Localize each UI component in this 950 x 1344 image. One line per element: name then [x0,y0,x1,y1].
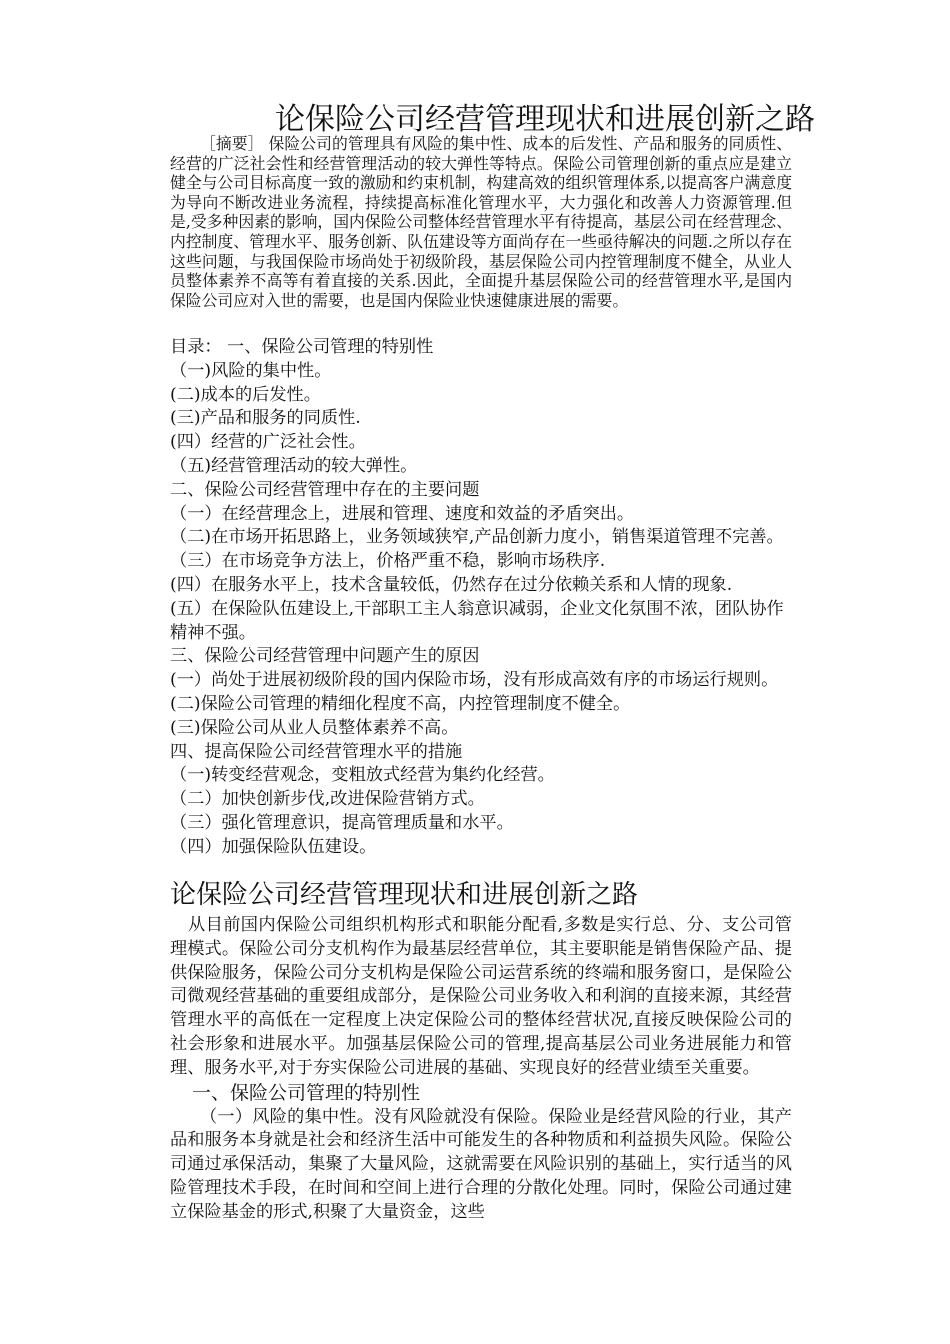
toc-item: （一）在经营理念上，进展和管理、速度和效益的矛盾突出。 [170,503,635,524]
toc-item: (五）在保险队伍建设上,干部职工主人翁意识减弱，企业文化氛围不浓，团队协作精神不强。 [170,598,784,643]
toc-item: （二)在市场开拓思路上，业务领域狭窄,产品创新力度小，销售渠道管理不完善。 [170,527,784,548]
toc-item: (二)成本的后发性。 [170,384,321,405]
toc-item: 四、提高保险公司经营管理水平的措施 [170,741,463,762]
body-text [170,914,792,1225]
toc-item: (四）在服务水平上，技术含量较低，仍然存在过分依赖关系和人情的现象. [170,574,733,595]
table-of-contents [170,336,795,860]
toc-item: （二）加快创新步伐,改进保险营销方式。 [170,789,485,810]
intro-paragraph: 从目前国内保险公司组织机构形式和职能分配看,多数是实行总、分、支公司管理模式。保险公司分支机构作为最基层经营单位，其主要职能是销售保险产品、提供保险服务，保险公司分支机构是保险公司运营系统的终端和服务窗口，是保险公司微观经营基础的重要组成部分，是保险公司业务收入和利润的直接来源，其经营管理水平的高低在一定程度上决定保险公司的整体经营状况,直接反映保险公司的社会形象和进展水平。加强基层保险公司的管理,提高基层公司业务进展能力和管理、服务水平,对于夯实保险公司进展的基础、实现良好的经营业绩至关重要。 [170,915,792,1078]
toc-item: （四）加强保险队伍建设。 [170,836,377,857]
toc-item: （一)转变经营观念，变粗放式经营为集约化经营。 [170,765,555,786]
section-paragraph: （一）风险的集中性。没有风险就没有保险。保险业是经营风险的行业，其产品和服务本身就是社会和经济生活中可能发生的各种物质和利益损失风险。保险公司通过承保活动，集聚了大量风险，这就需要在风险识别的基础上，实行适当的风险管理技术手段，在时间和空间上进行合理的分散化处理。同时，保险公司通过建立保险基金的形式,积聚了大量资金，这些 [170,1106,792,1222]
toc-item: （五)经营管理活动的较大弹性。 [170,455,418,476]
document-title: 论保险公司经营管理现状和进展创新之路 [275,102,815,137]
toc-item: (四）经营的广泛社会性。 [170,432,366,453]
toc-item: 目录： 一、保险公司管理的特别性 [170,337,434,357]
toc-item: （三）强化管理意识，提高管理质量和水平。 [170,812,514,833]
toc-item: (二)保险公司管理的精细化程度不高，内控管理制度不健全。 [170,693,631,714]
toc-item: (一）尚处于进展初级阶段的国内保险市场，没有形成高效有序的市场运行规则。 [170,670,779,691]
toc-item: 三、保险公司经营管理中问题产生的原因 [170,646,480,667]
abstract-paragraph: ［摘要］ 保险公司的管理具有风险的集中性、成本的后发性、产品和服务的同质性、经营的广泛社会性和经营管理活动的较大弹性等特点。保险公司管理创新的重点应是建立健全与公司目标高度一致的激励和约束机制，构建高效的组织管理体系,以提高客户满意度为导向不断改进业务流程，持续提高标准化管理水平，大力强化和改善人力资源管理.但是,受多种因素的影响，国内保险公司整体经营管理水平有待提高，基层公司在经营理念、内控制度、管理水平、服务创新、队伍建设等方面尚存在一些亟待解决的问题.之所以存在这些问题，与我国保险市场尚处于初级阶段，基层保险公司内控管理制度不健全，从业人员整体素养不高等有着直接的关系.因此，全面提升基层保险公司的经营管理水平,是国内保险公司应对入世的需要，也是国内保险业快速健康进展的需要。 [170,134,792,310]
toc-item: 二、保险公司经营管理中存在的主要问题 [170,479,480,500]
section-title: 论保险公司经营管理现状和进展创新之路 [170,880,639,910]
toc-item: （三）在市场竞争方法上，价格严重不稳，影响市场秩序. [170,551,606,572]
toc-item: (三)产品和服务的同质性. [170,408,361,429]
toc-item: （一)风险的集中性。 [170,360,332,381]
toc-item: (三)保险公司从业人员整体素养不高。 [170,717,459,738]
section-heading: 一、保险公司管理的特别性 [192,1081,421,1104]
